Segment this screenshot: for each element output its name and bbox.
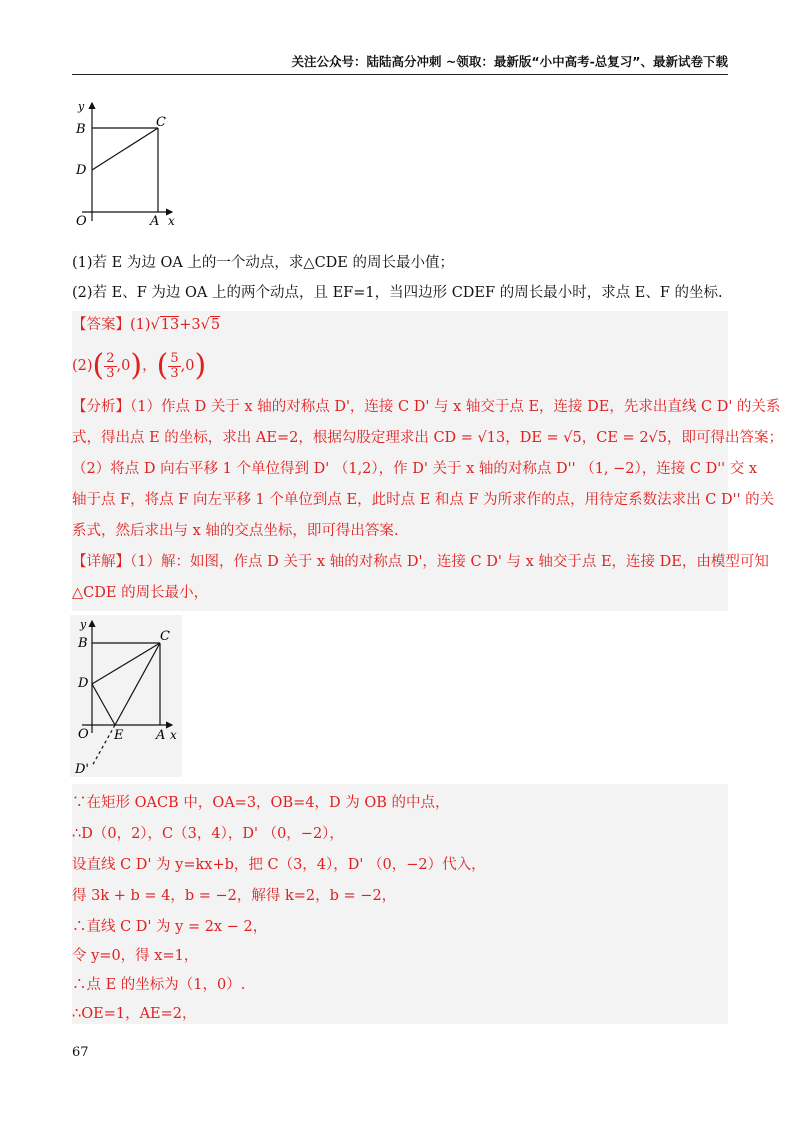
label-c: C xyxy=(160,629,170,644)
detail-line-1: 【详解】（1）解：如图，作点 D 关于 x 轴的对称点 D'，连接 C D' 与 x 轴交于点 E，连接 DE，由模型可知 xyxy=(72,554,769,570)
figure-rectangle xyxy=(72,97,184,237)
analysis-line-4: 轴于点 F，将点 F 向左平移 1 个单位到点 E，此时点 E 和点 F 为所求作的点，用待定系数法求出 C D'' 的关 xyxy=(72,492,775,508)
solution-line-4: 得 3k + b = 4，b = −2，解得 k=2，b = −2， xyxy=(72,888,397,904)
solution-line-7: ∴点 E 的坐标为（1，0）. xyxy=(72,977,246,993)
label-d-prime: D' xyxy=(75,762,89,777)
label-o: O xyxy=(76,214,87,229)
analysis-line-2: 式，得出点 E 的坐标，求出 AE=2，根据勾股定理求出 CD = √13，DE = √5，CE = 2√5，即可得出答案； xyxy=(72,430,784,446)
page-header xyxy=(72,52,728,75)
label-e: E xyxy=(114,728,124,743)
answer-part1-prefix: (1) xyxy=(130,317,151,333)
fraction-5-3: $\frac{5}{3}$ xyxy=(170,350,179,381)
answer-part2-prefix: (2) xyxy=(72,358,93,374)
solution-line-6: 令 y=0，得 x=1， xyxy=(72,948,199,964)
solution-line-8: ∴OE=1，AE=2， xyxy=(72,1006,197,1022)
answer-sqrt-13: 13 xyxy=(160,317,180,333)
segment-dc xyxy=(92,128,158,170)
question-1: (1)若 E 为边 OA 上的一个动点，求△CDE 的周长最小值； xyxy=(72,255,454,271)
analysis-line-3: （2）将点 D 向右平移 1 个单位得到 D' （1,2），作 D' 关于 x 轴的对称点 D'' （1, −2），连接 C D'' 交 x xyxy=(72,461,758,477)
question-2: (2)若 E、F 为边 OA 上的两个动点，且 EF=1，当四边形 CDEF 的周长最小时，求点 E、F 的坐标. xyxy=(72,285,723,301)
answer-line-2: (2)( $\frac{2}{3}$ ,0)，( $\frac{5}{3}$ ,0) xyxy=(72,348,207,383)
answer-label: 【答案】 xyxy=(72,317,130,333)
label-x: x xyxy=(168,214,175,228)
label-b: B xyxy=(76,122,86,137)
header-text: 关注公众号：陆陆高分冲刺 ~领取：最新版“小中高考-总复习”、最新试卷下载 xyxy=(291,54,728,69)
label-a: A xyxy=(156,728,166,743)
analysis-line-5: 系式，然后求出与 x 轴的交点坐标，即可得出答案. xyxy=(72,523,399,539)
point1-tail: ,0 xyxy=(116,358,131,374)
solution-line-5: ∴直线 C D' 为 y = 2x − 2， xyxy=(72,919,268,935)
solution-line-3: 设直线 C D' 为 y=kx+b，把 C（3，4），D' （0，−2）代入， xyxy=(72,857,486,873)
page-number: 67 xyxy=(72,1045,89,1060)
figure-reflection xyxy=(70,615,182,777)
answer-plus3: +3 xyxy=(179,317,201,333)
answer-sep: ， xyxy=(142,358,157,374)
point2-tail: ,0 xyxy=(180,358,195,374)
fraction-2-3: $\frac{2}{3}$ xyxy=(106,350,115,381)
solution-line-2: ∴D（0，2），C（3，4），D' （0，−2）， xyxy=(72,826,344,842)
answer-line-1: 【答案】(1)√13+3√5 xyxy=(72,317,221,333)
label-y: y xyxy=(78,100,85,113)
label-o: O xyxy=(78,727,89,742)
analysis-line-1: 【分析】（1）作点 D 关于 x 轴的对称点 D'，连接 C D' 与 x 轴交于点 E，连接 DE，先求出直线 C D' 的关系 xyxy=(72,399,781,415)
detail-line-2: △CDE 的周长最小， xyxy=(72,585,209,601)
label-y: y xyxy=(80,618,87,631)
label-a: A xyxy=(150,214,160,229)
label-d: D xyxy=(76,163,87,178)
label-x: x xyxy=(170,728,177,742)
label-c: C xyxy=(156,115,166,130)
answer-sqrt-5: 5 xyxy=(210,317,221,333)
solution-line-1: ∵在矩形 OACB 中，OA=3，OB=4，D 为 OB 的中点， xyxy=(72,795,450,811)
label-d: D xyxy=(78,676,89,691)
label-b: B xyxy=(78,636,88,651)
